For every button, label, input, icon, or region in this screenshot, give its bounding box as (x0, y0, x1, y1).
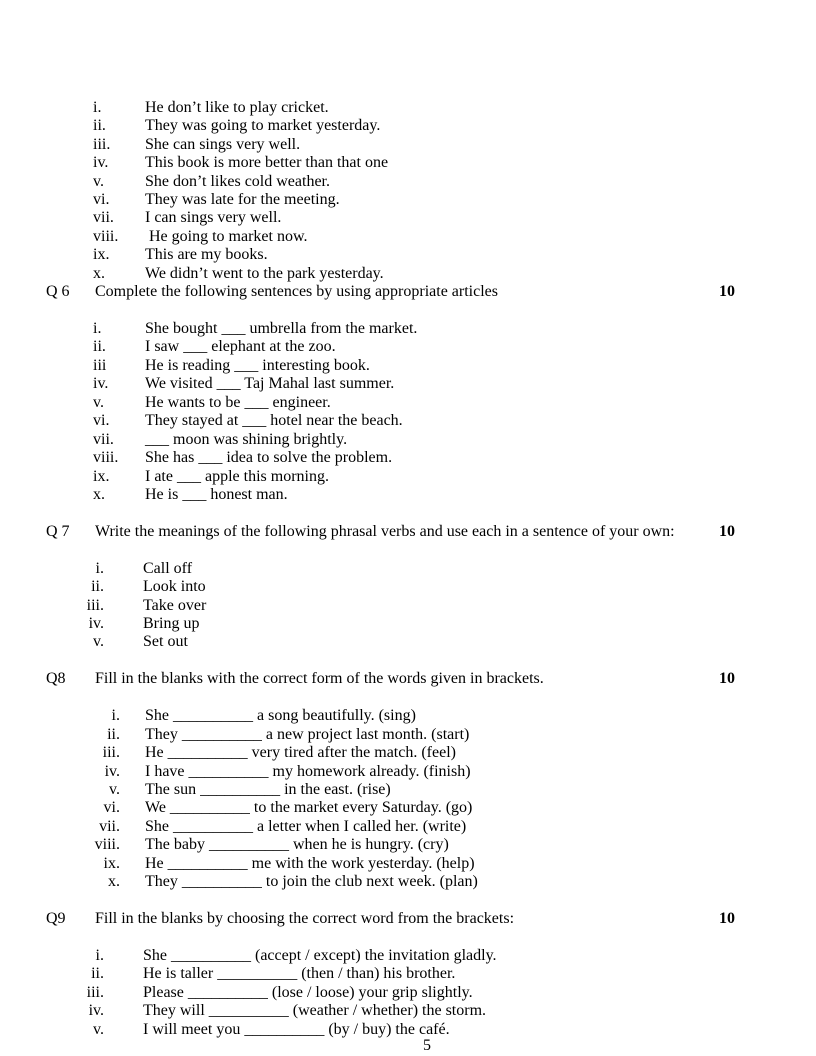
list-item (0, 578, 816, 596)
question-title: Fill in the blanks with the correct form of the words given in brackets. (95, 670, 544, 688)
list-item (0, 117, 816, 135)
item-text: They __________ a new project last month. (start) (145, 725, 470, 743)
list-item (0, 836, 816, 854)
list-item (0, 265, 816, 283)
blank-line (0, 652, 816, 670)
question-marks: 10 (719, 283, 735, 301)
list-item (0, 228, 816, 246)
item-text: They __________ to join the club next week. (plan) (145, 873, 478, 891)
item-text: The sun __________ in the east. (rise) (145, 780, 391, 798)
list-item (0, 412, 816, 430)
list-item (0, 1021, 816, 1039)
item-text: We didn’t went to the park yesterday. (145, 264, 384, 282)
item-text: She __________ a letter when I called her. (write) (145, 817, 467, 835)
item-text: He __________ me with the work yesterday. (help) (145, 854, 475, 872)
list-item (0, 486, 816, 504)
item-numeral: vi. (103, 799, 120, 817)
item-numeral: iv. (88, 1002, 104, 1020)
item-text: Look into (143, 578, 206, 596)
item-numeral: x. (93, 485, 105, 503)
item-numeral: ix. (93, 246, 110, 264)
item-numeral: ii. (91, 578, 104, 596)
item-text: I ate ___ apple this morning. (145, 467, 329, 485)
list-item (0, 615, 816, 633)
item-text: She has ___ idea to solve the problem. (145, 449, 393, 467)
item-numeral: v. (93, 1020, 104, 1038)
question-heading-q8 (0, 670, 816, 688)
page-number: 5 (423, 1037, 431, 1054)
item-numeral: ii. (107, 725, 120, 743)
item-numeral: i. (95, 559, 104, 577)
item-text: He going to market now. (145, 227, 308, 245)
item-numeral: iii. (102, 744, 120, 762)
item-numeral: iii. (86, 983, 104, 1001)
item-numeral: ix. (93, 467, 110, 485)
item-text: She bought ___ umbrella from the market. (145, 320, 418, 338)
list-item (0, 763, 816, 781)
list-item (0, 375, 816, 393)
list-item (0, 99, 816, 117)
list-item (0, 965, 816, 983)
question-number: Q8 (46, 670, 66, 688)
question-heading-q6 (0, 283, 816, 301)
list-item (0, 191, 816, 209)
question-number: Q9 (46, 910, 66, 928)
list-item (0, 873, 816, 891)
blank-line (0, 541, 816, 559)
item-text: They was late for the meeting. (145, 190, 340, 208)
item-text: He __________ very tired after the match. (feel) (145, 744, 456, 762)
question-title: Write the meanings of the following phrasal verbs and use each in a sentence of your own: (95, 522, 675, 540)
item-numeral: v. (93, 393, 104, 411)
item-text: He is reading ___ interesting book. (145, 356, 370, 374)
item-text: I can sings very well. (145, 209, 282, 227)
item-text: Call off (143, 559, 193, 577)
item-numeral: vii. (93, 430, 114, 448)
list-item (0, 431, 816, 449)
question-number: Q 7 (46, 522, 70, 540)
list-item (0, 173, 816, 191)
question-marks: 10 (719, 670, 735, 688)
item-text: I saw ___ elephant at the zoo. (145, 338, 336, 356)
item-text: He wants to be ___ engineer. (145, 393, 331, 411)
item-numeral: vii. (93, 209, 114, 227)
item-text: She can sings very well. (145, 135, 301, 153)
list-item (0, 855, 816, 873)
item-numeral: viii. (93, 449, 119, 467)
item-text: Bring up (143, 615, 200, 633)
item-text: They stayed at ___ hotel near the beach. (145, 412, 403, 430)
item-text: The baby __________ when he is hungry. (cry) (145, 836, 449, 854)
item-numeral: ii. (91, 965, 104, 983)
list-item (0, 136, 816, 154)
item-numeral: ix. (103, 854, 120, 872)
item-text: ___ moon was shining brightly. (145, 430, 348, 448)
item-numeral: iv. (93, 375, 109, 393)
item-numeral: vi. (93, 412, 110, 430)
item-text: We visited ___ Taj Mahal last summer. (145, 375, 395, 393)
list-item (0, 320, 816, 338)
item-numeral: iii (93, 356, 107, 374)
item-numeral: vi. (93, 190, 110, 208)
list-item (0, 209, 816, 227)
list-item (0, 357, 816, 375)
item-text: He is ___ honest man. (145, 485, 288, 503)
item-numeral: v. (93, 633, 104, 651)
item-text: He is taller __________ (then / than) his brother. (143, 965, 456, 983)
question-marks: 10 (719, 910, 735, 928)
item-numeral: v. (109, 780, 120, 798)
item-text: This are my books. (145, 246, 268, 264)
list-item (0, 781, 816, 799)
item-text: They will __________ (weather / whether) the storm. (143, 1002, 487, 1020)
item-numeral: viii. (93, 227, 119, 245)
item-text: Set out (143, 633, 188, 651)
list-item (0, 468, 816, 486)
item-text: This book is more better than that one (145, 154, 389, 172)
list-item (0, 154, 816, 172)
item-numeral: iv. (104, 762, 120, 780)
list-item (0, 633, 816, 651)
item-numeral: viii. (94, 836, 120, 854)
document-body (0, 99, 816, 1039)
item-numeral: ii. (93, 117, 106, 135)
question-heading-q7 (0, 523, 816, 541)
item-text: They was going to market yesterday. (145, 117, 381, 135)
list-item (0, 707, 816, 725)
list-item (0, 246, 816, 264)
question-number: Q 6 (46, 283, 70, 301)
list-item (0, 984, 816, 1002)
item-numeral: i. (93, 98, 102, 116)
list-item (0, 799, 816, 817)
item-text: I will meet you __________ (by / buy) the café. (143, 1020, 450, 1038)
list-item (0, 338, 816, 356)
question-title: Fill in the blanks by choosing the correct word from the brackets: (95, 910, 515, 928)
item-text: She __________ a song beautifully. (sing) (145, 707, 416, 725)
item-numeral: iii. (93, 135, 111, 153)
list-item (0, 947, 816, 965)
item-numeral: i. (93, 320, 102, 338)
item-numeral: i. (95, 946, 104, 964)
item-numeral: v. (93, 172, 104, 190)
question-title: Complete the following sentences by using appropriate articles (95, 283, 498, 301)
item-numeral: vii. (99, 817, 120, 835)
item-text: I have __________ my homework already. (finish) (145, 762, 471, 780)
list-item (0, 394, 816, 412)
item-numeral: x. (93, 264, 105, 282)
item-text: Please __________ (lose / loose) your grip slightly. (143, 983, 473, 1001)
item-numeral: x. (108, 873, 120, 891)
item-text: She __________ (accept / except) the invitation gladly. (143, 946, 497, 964)
item-numeral: iv. (88, 615, 104, 633)
list-item (0, 560, 816, 578)
item-text: Take over (143, 596, 207, 614)
blank-line (0, 928, 816, 946)
blank-line (0, 302, 816, 320)
list-item (0, 744, 816, 762)
list-item (0, 818, 816, 836)
blank-line (0, 892, 816, 910)
blank-line (0, 504, 816, 522)
question-heading-q9 (0, 910, 816, 928)
item-numeral: iv. (93, 154, 109, 172)
item-text: She don’t likes cold weather. (145, 172, 330, 190)
item-text: He don’t like to play cricket. (145, 98, 329, 116)
list-item (0, 449, 816, 467)
list-item (0, 1002, 816, 1020)
list-item (0, 726, 816, 744)
blank-line (0, 689, 816, 707)
list-item (0, 597, 816, 615)
item-text: We __________ to the market every Saturday. (go) (145, 799, 473, 817)
item-numeral: i. (111, 707, 120, 725)
item-numeral: iii. (86, 596, 104, 614)
question-marks: 10 (719, 522, 735, 540)
item-numeral: ii. (93, 338, 106, 356)
